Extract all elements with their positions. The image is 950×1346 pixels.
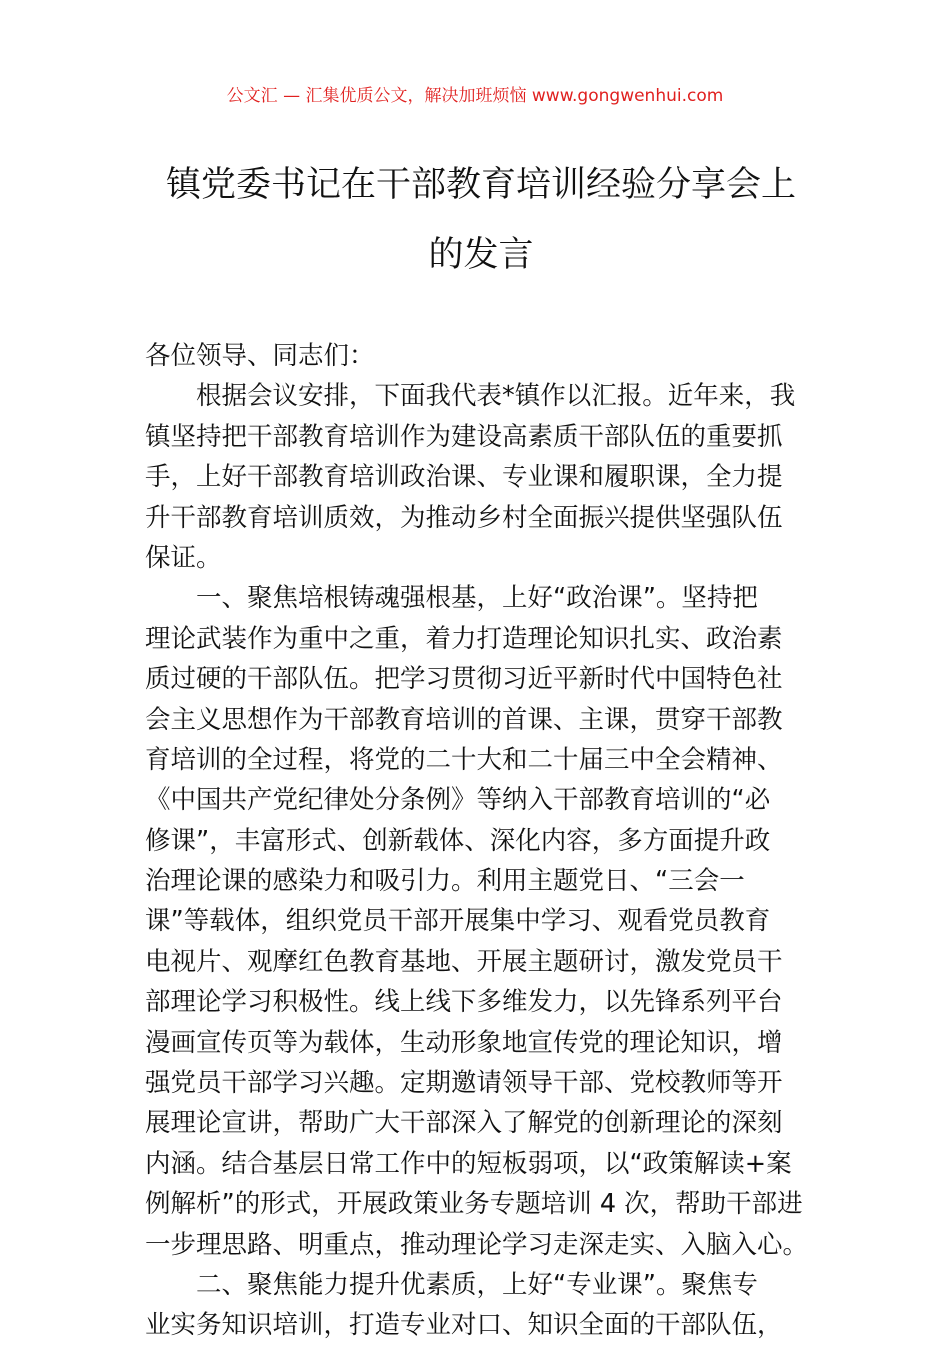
paragraph-line: 业实务知识培训，打造专业对口、知识全面的干部队伍， [145, 1310, 783, 1341]
paragraph-line: 修课”，丰富形式、创新载体、深化内容，多方面提升政 [145, 825, 771, 856]
paragraph-line: 部理论学习积极性。线上线下多维发力，以先锋系列平台 [145, 987, 783, 1018]
salutation: 各位领导、同志们： [145, 341, 375, 371]
paragraph-line: 育培训的全过程，将党的二十大和二十届三中全会精神、 [145, 744, 783, 775]
paragraph-line: 漫画宣传页等为载体，生动形象地宣传党的理论知识，增 [145, 1027, 783, 1058]
document-title [145, 150, 817, 290]
paragraph-line: 电视片、观摩红色教育基地、开展主题研讨，激发党员干 [145, 946, 783, 977]
watermark-header: 公文汇 — 汇集优质公文，解决加班烦恼 www.gongwenhui.com [226, 86, 724, 106]
title-line-2: 的发言 [428, 235, 534, 275]
paragraph-line: 质过硬的干部队伍。把学习贯彻习近平新时代中国特色社 [145, 664, 783, 695]
paragraph-line: 升干部教育培训质效，为推动乡村全面振兴提供坚强队伍 [145, 502, 783, 533]
paragraph-line: 一步理思路、明重点，推动理论学习走深走实、入脑入心。 [145, 1229, 809, 1260]
paragraph-line: 《中国共产党纪律处分条例》等纳入干部教育培训的“必 [145, 785, 771, 816]
paragraph-line: 内涵。结合基层日常工作中的短板弱项，以“政策解读+案 [145, 1148, 792, 1179]
document-body [145, 336, 817, 1346]
section-heading-line: 一、聚焦培根铸魂强根基，上好“政治课”。坚持把 [196, 583, 758, 614]
paragraph-line: 理论武装作为重中之重，着力打造理论知识扎实、政治素 [145, 623, 783, 654]
paragraph-line: 保证。 [145, 542, 222, 573]
paragraph-line: 镇坚持把干部教育培训作为建设高素质干部队伍的重要抓 [145, 421, 783, 452]
paragraph-line: 治理论课的感染力和吸引力。利用主题党日、“三会一 [145, 866, 745, 897]
section-heading-line: 二、聚焦能力提升优素质，上好“专业课”。聚焦专 [196, 1269, 758, 1300]
paragraph-line: 展理论宣讲，帮助广大干部深入了解党的创新理论的深刻 [145, 1108, 783, 1139]
paragraph-line: 课”等载体，组织党员干部开展集中学习、观看党员教育 [145, 906, 771, 937]
paragraph-line: 手，上好干部教育培训政治课、专业课和履职课，全力提 [145, 462, 783, 493]
paragraph-line: 会主义思想作为干部教育培训的首课、主课，贯穿干部教 [145, 704, 783, 735]
paragraph-line: 例解析”的形式，开展政策业务专题培训 4 次，帮助干部进 [145, 1189, 803, 1220]
paragraph-line: 根据会议安排，下面我代表*镇作以汇报。近年来，我 [196, 381, 796, 412]
paragraph-line: 强党员干部学习兴趣。定期邀请领导干部、党校教师等开 [145, 1068, 783, 1099]
title-line-1: 镇党委书记在干部教育培训经验分享会上 [165, 165, 796, 205]
